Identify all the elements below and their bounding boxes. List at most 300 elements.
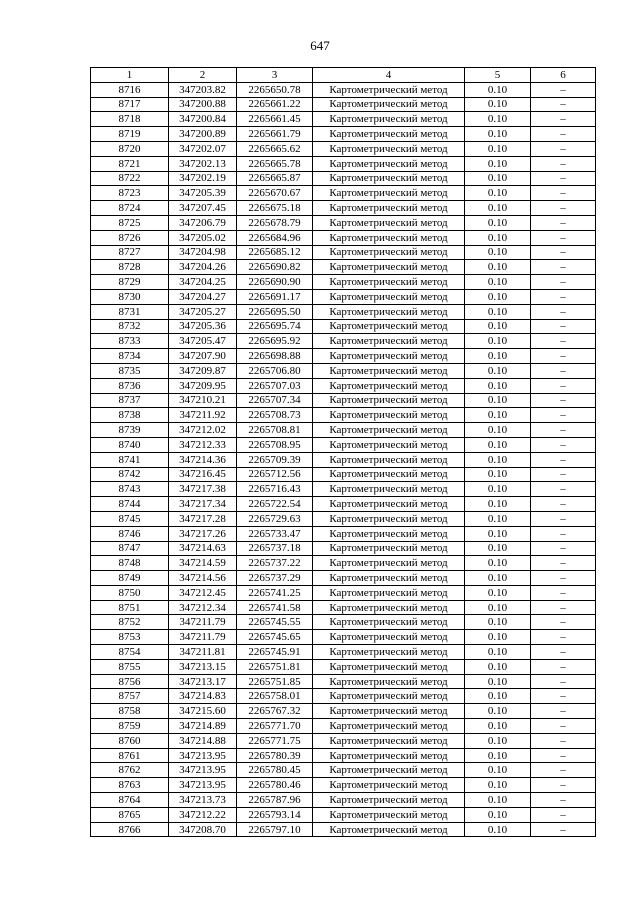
- y-coordinate-cell: 2265787.96: [237, 793, 313, 808]
- method-cell: Картометрический метод: [313, 289, 465, 304]
- x-coordinate-cell: 347203.82: [169, 82, 237, 97]
- accuracy-cell: 0.10: [465, 82, 531, 97]
- y-coordinate-cell: 2265665.87: [237, 171, 313, 186]
- point-number-cell: 8746: [91, 526, 169, 541]
- note-cell: –: [531, 689, 596, 704]
- table-row: [91, 393, 596, 408]
- table-row: [91, 511, 596, 526]
- method-cell: Картометрический метод: [313, 378, 465, 393]
- note-cell: –: [531, 141, 596, 156]
- note-cell: –: [531, 630, 596, 645]
- table-row: [91, 600, 596, 615]
- point-number-cell: 8757: [91, 689, 169, 704]
- y-coordinate-cell: 2265780.45: [237, 763, 313, 778]
- y-coordinate-cell: 2265771.75: [237, 733, 313, 748]
- method-cell: Картометрический метод: [313, 615, 465, 630]
- accuracy-cell: 0.10: [465, 275, 531, 290]
- y-coordinate-cell: 2265665.78: [237, 156, 313, 171]
- accuracy-cell: 0.10: [465, 763, 531, 778]
- note-cell: –: [531, 230, 596, 245]
- point-number-cell: 8752: [91, 615, 169, 630]
- y-coordinate-cell: 2265712.56: [237, 467, 313, 482]
- method-cell: Картометрический метод: [313, 689, 465, 704]
- x-coordinate-cell: 347211.92: [169, 408, 237, 423]
- method-cell: Картометрический метод: [313, 793, 465, 808]
- note-cell: –: [531, 615, 596, 630]
- table-row: [91, 408, 596, 423]
- point-number-cell: 8749: [91, 571, 169, 586]
- table-row: [91, 304, 596, 319]
- table-row: [91, 334, 596, 349]
- point-number-cell: 8731: [91, 304, 169, 319]
- accuracy-cell: 0.10: [465, 156, 531, 171]
- table-row: [91, 378, 596, 393]
- table-row: [91, 571, 596, 586]
- y-coordinate-cell: 2265751.85: [237, 674, 313, 689]
- point-number-cell: 8717: [91, 97, 169, 112]
- y-coordinate-cell: 2265661.45: [237, 112, 313, 127]
- table-row: [91, 82, 596, 97]
- method-cell: Картометрический метод: [313, 437, 465, 452]
- accuracy-cell: 0.10: [465, 659, 531, 674]
- method-cell: Картометрический метод: [313, 645, 465, 660]
- method-cell: Картометрический метод: [313, 822, 465, 837]
- table-row: [91, 615, 596, 630]
- y-coordinate-cell: 2265771.70: [237, 719, 313, 734]
- accuracy-cell: 0.10: [465, 97, 531, 112]
- y-coordinate-cell: 2265706.80: [237, 363, 313, 378]
- accuracy-cell: 0.10: [465, 452, 531, 467]
- table-row: [91, 215, 596, 230]
- method-cell: Картометрический метод: [313, 778, 465, 793]
- method-cell: Картометрический метод: [313, 630, 465, 645]
- page-number: 647: [310, 38, 330, 53]
- x-coordinate-cell: 347217.34: [169, 497, 237, 512]
- table-row: [91, 349, 596, 364]
- accuracy-cell: 0.10: [465, 378, 531, 393]
- point-number-cell: 8743: [91, 482, 169, 497]
- point-number-cell: 8755: [91, 659, 169, 674]
- note-cell: –: [531, 659, 596, 674]
- table-header-row: [91, 68, 596, 83]
- method-cell: Картометрический метод: [313, 674, 465, 689]
- method-cell: Картометрический метод: [313, 763, 465, 778]
- x-coordinate-cell: 347213.15: [169, 659, 237, 674]
- note-cell: –: [531, 319, 596, 334]
- x-coordinate-cell: 347211.79: [169, 615, 237, 630]
- point-number-cell: 8745: [91, 511, 169, 526]
- x-coordinate-cell: 347213.73: [169, 793, 237, 808]
- accuracy-cell: 0.10: [465, 748, 531, 763]
- x-coordinate-cell: 347213.95: [169, 778, 237, 793]
- note-cell: –: [531, 378, 596, 393]
- y-coordinate-cell: 2265745.55: [237, 615, 313, 630]
- x-coordinate-cell: 347212.22: [169, 807, 237, 822]
- x-coordinate-cell: 347205.39: [169, 186, 237, 201]
- table-row: [91, 704, 596, 719]
- point-number-cell: 8723: [91, 186, 169, 201]
- note-cell: –: [531, 704, 596, 719]
- note-cell: –: [531, 585, 596, 600]
- method-cell: Картометрический метод: [313, 482, 465, 497]
- y-coordinate-cell: 2265684.96: [237, 230, 313, 245]
- x-coordinate-cell: 347205.27: [169, 304, 237, 319]
- x-coordinate-cell: 347212.33: [169, 437, 237, 452]
- note-cell: –: [531, 511, 596, 526]
- point-number-cell: 8724: [91, 201, 169, 216]
- x-coordinate-cell: 347214.36: [169, 452, 237, 467]
- table-row: [91, 127, 596, 142]
- point-number-cell: 8765: [91, 807, 169, 822]
- table-row: [91, 674, 596, 689]
- point-number-cell: 8727: [91, 245, 169, 260]
- method-cell: Картометрический метод: [313, 452, 465, 467]
- method-cell: Картометрический метод: [313, 497, 465, 512]
- point-number-cell: 8759: [91, 719, 169, 734]
- method-cell: Картометрический метод: [313, 511, 465, 526]
- point-number-cell: 8730: [91, 289, 169, 304]
- method-cell: Картометрический метод: [313, 171, 465, 186]
- note-cell: –: [531, 275, 596, 290]
- y-coordinate-cell: 2265691.17: [237, 289, 313, 304]
- method-cell: Картометрический метод: [313, 571, 465, 586]
- x-coordinate-cell: 347208.70: [169, 822, 237, 837]
- x-coordinate-cell: 347214.83: [169, 689, 237, 704]
- point-number-cell: 8754: [91, 645, 169, 660]
- accuracy-cell: 0.10: [465, 127, 531, 142]
- note-cell: –: [531, 452, 596, 467]
- x-coordinate-cell: 347202.07: [169, 141, 237, 156]
- method-cell: Картометрический метод: [313, 319, 465, 334]
- point-number-cell: 8722: [91, 171, 169, 186]
- method-cell: Картометрический метод: [313, 408, 465, 423]
- point-number-cell: 8742: [91, 467, 169, 482]
- x-coordinate-cell: 347212.02: [169, 423, 237, 438]
- y-coordinate-cell: 2265751.81: [237, 659, 313, 674]
- method-cell: Картометрический метод: [313, 363, 465, 378]
- point-number-cell: 8735: [91, 363, 169, 378]
- table-row: [91, 171, 596, 186]
- table-row: [91, 112, 596, 127]
- table-row: [91, 585, 596, 600]
- column-header-6: 6: [531, 68, 596, 83]
- y-coordinate-cell: 2265741.58: [237, 600, 313, 615]
- accuracy-cell: 0.10: [465, 423, 531, 438]
- table-row: [91, 659, 596, 674]
- x-coordinate-cell: 347214.88: [169, 733, 237, 748]
- y-coordinate-cell: 2265729.63: [237, 511, 313, 526]
- point-number-cell: 8733: [91, 334, 169, 349]
- note-cell: –: [531, 748, 596, 763]
- table-row: [91, 778, 596, 793]
- method-cell: Картометрический метод: [313, 659, 465, 674]
- y-coordinate-cell: 2265758.01: [237, 689, 313, 704]
- point-number-cell: 8760: [91, 733, 169, 748]
- x-coordinate-cell: 347205.02: [169, 230, 237, 245]
- note-cell: –: [531, 349, 596, 364]
- y-coordinate-cell: 2265733.47: [237, 526, 313, 541]
- y-coordinate-cell: 2265665.62: [237, 141, 313, 156]
- y-coordinate-cell: 2265716.43: [237, 482, 313, 497]
- point-number-cell: 8738: [91, 408, 169, 423]
- point-number-cell: 8721: [91, 156, 169, 171]
- accuracy-cell: 0.10: [465, 526, 531, 541]
- method-cell: Картометрический метод: [313, 304, 465, 319]
- table-row: [91, 363, 596, 378]
- note-cell: –: [531, 822, 596, 837]
- note-cell: –: [531, 497, 596, 512]
- note-cell: –: [531, 127, 596, 142]
- method-cell: Картометрический метод: [313, 112, 465, 127]
- point-number-cell: 8736: [91, 378, 169, 393]
- accuracy-cell: 0.10: [465, 541, 531, 556]
- point-number-cell: 8739: [91, 423, 169, 438]
- method-cell: Картометрический метод: [313, 600, 465, 615]
- x-coordinate-cell: 347204.25: [169, 275, 237, 290]
- note-cell: –: [531, 807, 596, 822]
- method-cell: Картометрический метод: [313, 349, 465, 364]
- table-row: [91, 807, 596, 822]
- accuracy-cell: 0.10: [465, 319, 531, 334]
- table-row: [91, 763, 596, 778]
- note-cell: –: [531, 215, 596, 230]
- accuracy-cell: 0.10: [465, 585, 531, 600]
- method-cell: Картометрический метод: [313, 201, 465, 216]
- table-row: [91, 689, 596, 704]
- note-cell: –: [531, 97, 596, 112]
- point-number-cell: 8740: [91, 437, 169, 452]
- x-coordinate-cell: 347204.27: [169, 289, 237, 304]
- accuracy-cell: 0.10: [465, 467, 531, 482]
- y-coordinate-cell: 2265685.12: [237, 245, 313, 260]
- point-number-cell: 8729: [91, 275, 169, 290]
- note-cell: –: [531, 82, 596, 97]
- point-number-cell: 8744: [91, 497, 169, 512]
- method-cell: Картометрический метод: [313, 467, 465, 482]
- table-row: [91, 467, 596, 482]
- column-header-1: 1: [91, 68, 169, 83]
- note-cell: –: [531, 645, 596, 660]
- y-coordinate-cell: 2265767.32: [237, 704, 313, 719]
- accuracy-cell: 0.10: [465, 393, 531, 408]
- accuracy-cell: 0.10: [465, 201, 531, 216]
- accuracy-cell: 0.10: [465, 408, 531, 423]
- note-cell: –: [531, 541, 596, 556]
- point-number-cell: 8734: [91, 349, 169, 364]
- y-coordinate-cell: 2265695.74: [237, 319, 313, 334]
- y-coordinate-cell: 2265690.90: [237, 275, 313, 290]
- accuracy-cell: 0.10: [465, 689, 531, 704]
- method-cell: Картометрический метод: [313, 82, 465, 97]
- table-row: [91, 156, 596, 171]
- method-cell: Картометрический метод: [313, 97, 465, 112]
- point-number-cell: 8726: [91, 230, 169, 245]
- point-number-cell: 8719: [91, 127, 169, 142]
- point-number-cell: 8762: [91, 763, 169, 778]
- note-cell: –: [531, 526, 596, 541]
- accuracy-cell: 0.10: [465, 437, 531, 452]
- note-cell: –: [531, 778, 596, 793]
- method-cell: Картометрический метод: [313, 719, 465, 734]
- x-coordinate-cell: 347202.19: [169, 171, 237, 186]
- note-cell: –: [531, 793, 596, 808]
- note-cell: –: [531, 556, 596, 571]
- method-cell: Картометрический метод: [313, 807, 465, 822]
- point-number-cell: 8725: [91, 215, 169, 230]
- y-coordinate-cell: 2265670.67: [237, 186, 313, 201]
- y-coordinate-cell: 2265698.88: [237, 349, 313, 364]
- note-cell: –: [531, 408, 596, 423]
- table-row: [91, 230, 596, 245]
- accuracy-cell: 0.10: [465, 645, 531, 660]
- note-cell: –: [531, 201, 596, 216]
- x-coordinate-cell: 347210.21: [169, 393, 237, 408]
- x-coordinate-cell: 347209.87: [169, 363, 237, 378]
- accuracy-cell: 0.10: [465, 511, 531, 526]
- x-coordinate-cell: 347205.36: [169, 319, 237, 334]
- y-coordinate-cell: 2265709.39: [237, 452, 313, 467]
- method-cell: Картометрический метод: [313, 245, 465, 260]
- x-coordinate-cell: 347216.45: [169, 467, 237, 482]
- table-row: [91, 497, 596, 512]
- x-coordinate-cell: 347214.56: [169, 571, 237, 586]
- point-number-cell: 8756: [91, 674, 169, 689]
- point-number-cell: 8761: [91, 748, 169, 763]
- note-cell: –: [531, 393, 596, 408]
- table-row: [91, 793, 596, 808]
- accuracy-cell: 0.10: [465, 363, 531, 378]
- accuracy-cell: 0.10: [465, 600, 531, 615]
- table-row: [91, 719, 596, 734]
- y-coordinate-cell: 2265695.92: [237, 334, 313, 349]
- y-coordinate-cell: 2265780.39: [237, 748, 313, 763]
- y-coordinate-cell: 2265690.82: [237, 260, 313, 275]
- y-coordinate-cell: 2265650.78: [237, 82, 313, 97]
- table-row: [91, 822, 596, 837]
- method-cell: Картометрический метод: [313, 585, 465, 600]
- note-cell: –: [531, 289, 596, 304]
- point-number-cell: 8763: [91, 778, 169, 793]
- note-cell: –: [531, 467, 596, 482]
- note-cell: –: [531, 423, 596, 438]
- note-cell: –: [531, 674, 596, 689]
- point-number-cell: 8728: [91, 260, 169, 275]
- note-cell: –: [531, 719, 596, 734]
- table-row: [91, 733, 596, 748]
- x-coordinate-cell: 347200.89: [169, 127, 237, 142]
- accuracy-cell: 0.10: [465, 704, 531, 719]
- method-cell: Картометрический метод: [313, 127, 465, 142]
- point-number-cell: 8720: [91, 141, 169, 156]
- accuracy-cell: 0.10: [465, 556, 531, 571]
- y-coordinate-cell: 2265737.22: [237, 556, 313, 571]
- y-coordinate-cell: 2265678.79: [237, 215, 313, 230]
- accuracy-cell: 0.10: [465, 260, 531, 275]
- table-row: [91, 423, 596, 438]
- x-coordinate-cell: 347215.60: [169, 704, 237, 719]
- y-coordinate-cell: 2265707.03: [237, 378, 313, 393]
- point-number-cell: 8718: [91, 112, 169, 127]
- accuracy-cell: 0.10: [465, 793, 531, 808]
- y-coordinate-cell: 2265708.95: [237, 437, 313, 452]
- y-coordinate-cell: 2265708.73: [237, 408, 313, 423]
- table-row: [91, 748, 596, 763]
- table-row: [91, 186, 596, 201]
- method-cell: Картометрический метод: [313, 230, 465, 245]
- table-row: [91, 319, 596, 334]
- column-header-4: 4: [313, 68, 465, 83]
- y-coordinate-cell: 2265793.14: [237, 807, 313, 822]
- x-coordinate-cell: 347207.45: [169, 201, 237, 216]
- accuracy-cell: 0.10: [465, 334, 531, 349]
- note-cell: –: [531, 763, 596, 778]
- accuracy-cell: 0.10: [465, 497, 531, 512]
- column-header-2: 2: [169, 68, 237, 83]
- method-cell: Картометрический метод: [313, 748, 465, 763]
- x-coordinate-cell: 347200.88: [169, 97, 237, 112]
- accuracy-cell: 0.10: [465, 112, 531, 127]
- note-cell: –: [531, 245, 596, 260]
- x-coordinate-cell: 347214.59: [169, 556, 237, 571]
- table-row: [91, 526, 596, 541]
- point-number-cell: 8741: [91, 452, 169, 467]
- accuracy-cell: 0.10: [465, 822, 531, 837]
- accuracy-cell: 0.10: [465, 289, 531, 304]
- note-cell: –: [531, 600, 596, 615]
- method-cell: Картометрический метод: [313, 334, 465, 349]
- x-coordinate-cell: 347212.45: [169, 585, 237, 600]
- point-number-cell: 8750: [91, 585, 169, 600]
- accuracy-cell: 0.10: [465, 186, 531, 201]
- accuracy-cell: 0.10: [465, 733, 531, 748]
- x-coordinate-cell: 347204.26: [169, 260, 237, 275]
- table-row: [91, 141, 596, 156]
- note-cell: –: [531, 186, 596, 201]
- method-cell: Картометрический метод: [313, 141, 465, 156]
- x-coordinate-cell: 347207.90: [169, 349, 237, 364]
- point-number-cell: 8716: [91, 82, 169, 97]
- accuracy-cell: 0.10: [465, 230, 531, 245]
- x-coordinate-cell: 347217.26: [169, 526, 237, 541]
- accuracy-cell: 0.10: [465, 215, 531, 230]
- x-coordinate-cell: 347211.81: [169, 645, 237, 660]
- table-row: [91, 645, 596, 660]
- point-number-cell: 8751: [91, 600, 169, 615]
- point-number-cell: 8758: [91, 704, 169, 719]
- x-coordinate-cell: 347214.89: [169, 719, 237, 734]
- table-row: [91, 437, 596, 452]
- table-row: [91, 452, 596, 467]
- accuracy-cell: 0.10: [465, 615, 531, 630]
- y-coordinate-cell: 2265661.79: [237, 127, 313, 142]
- table-row: [91, 541, 596, 556]
- table-row: [91, 245, 596, 260]
- y-coordinate-cell: 2265780.46: [237, 778, 313, 793]
- point-number-cell: 8753: [91, 630, 169, 645]
- note-cell: –: [531, 112, 596, 127]
- x-coordinate-cell: 347214.63: [169, 541, 237, 556]
- x-coordinate-cell: 347213.95: [169, 763, 237, 778]
- note-cell: –: [531, 437, 596, 452]
- y-coordinate-cell: 2265695.50: [237, 304, 313, 319]
- x-coordinate-cell: 347213.95: [169, 748, 237, 763]
- method-cell: Картометрический метод: [313, 556, 465, 571]
- accuracy-cell: 0.10: [465, 304, 531, 319]
- point-number-cell: 8748: [91, 556, 169, 571]
- method-cell: Картометрический метод: [313, 526, 465, 541]
- table-row: [91, 289, 596, 304]
- accuracy-cell: 0.10: [465, 482, 531, 497]
